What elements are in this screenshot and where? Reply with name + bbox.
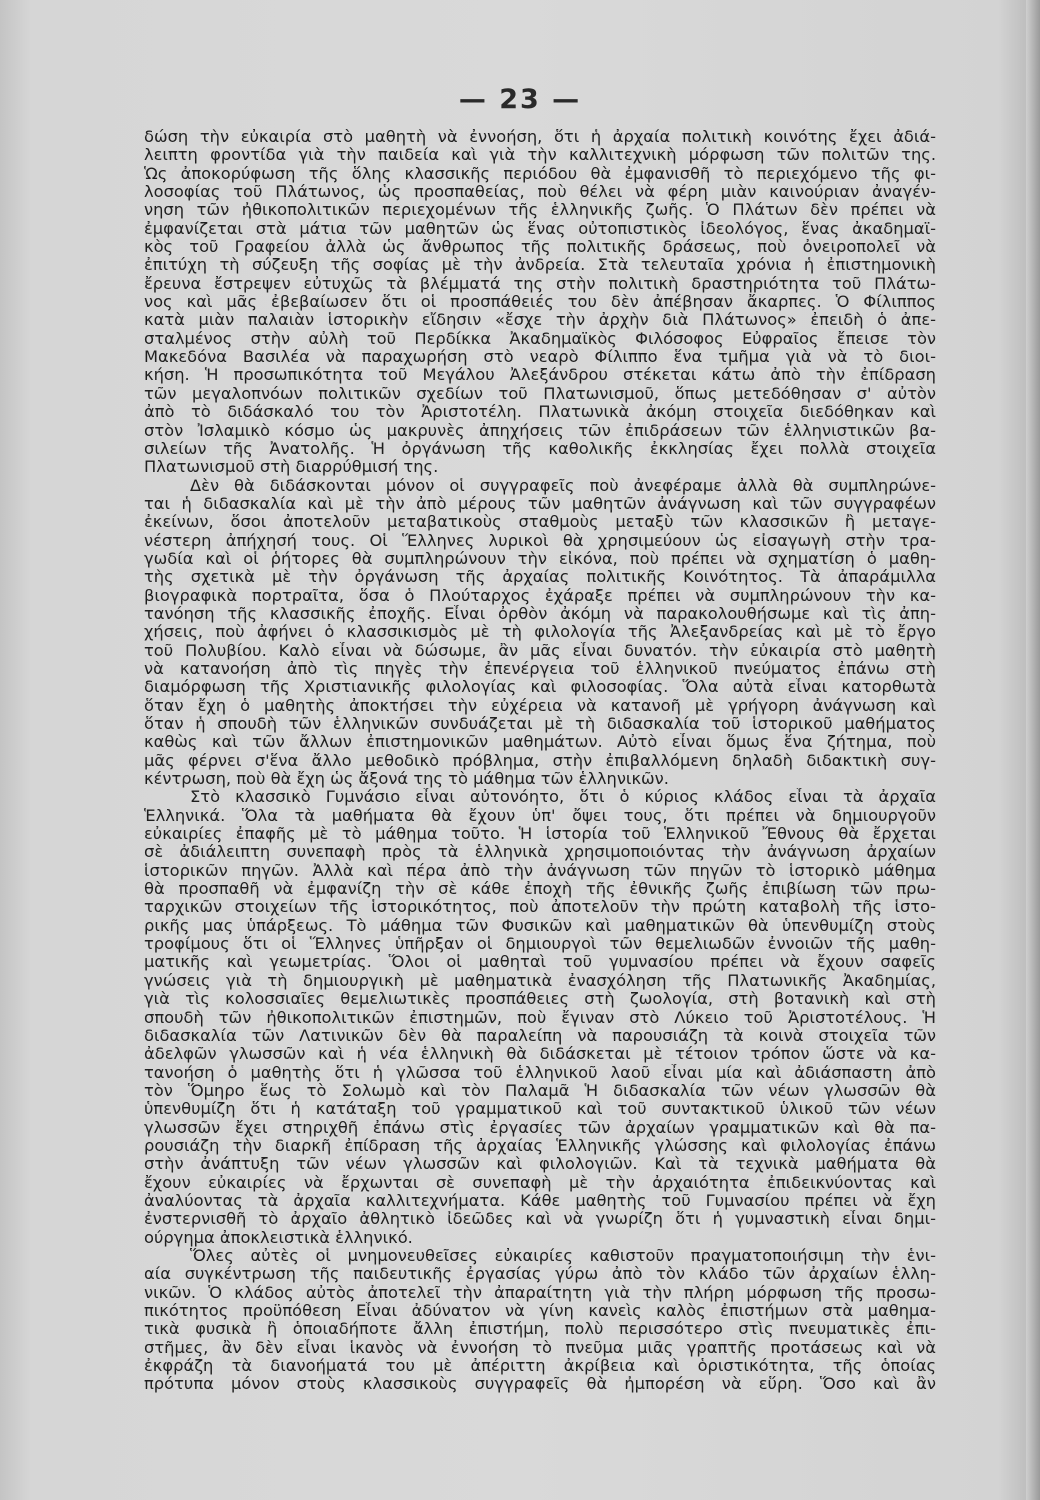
text-line: εὐκαιρίες ἐπαφῆς μὲ τὸ μάθημα τοῦτο. Ἡ ἱστορία τοῦ Ἑλληνικοῦ Ἔθνους θὰ ἔρχεται xyxy=(144,825,936,844)
text-line: νέστερη ἀπήχησή τους. Οἱ Ἕλληνες λυρικοὶ θὰ χρησιμεύουν ὡς εἰσαγωγὴ στὴν τρα- xyxy=(144,531,936,550)
text-line: τανοήση ὁ μαθητὴς ὅτι ἡ γλῶσσα τοῦ ἑλληνικοῦ λαοῦ εἶναι μία καὶ ἀδιάσπαστη ἀπὸ xyxy=(144,1063,936,1082)
text-line: χήσεις, ποὺ ἀφήνει ὁ κλασσικισμὸς μὲ τὴ φιλολογία τῆς Ἀλεξανδρείας καὶ μὲ τὸ ἔργο xyxy=(144,623,936,642)
text-line: γιὰ τὶς κολοσσιαῖες θεμελιωτικὲς προσπάθειες στὴ ζωολογία, στὴ βοτανικὴ καὶ στὴ xyxy=(144,990,936,1009)
text-line: σιλείων τῆς Ἀνατολῆς. Ἡ ὀργάνωση τῆς καθολικῆς ἐκκλησίας ἔχει πολλὰ στοιχεῖα xyxy=(144,439,936,458)
text-line: ούργημα ἀποκλειστικὰ ἑλληνικό. xyxy=(144,1228,413,1247)
paragraph xyxy=(144,477,936,789)
text-line: ἐπιτύχη τὴ σύζευξη τῆς σοφίας μὲ τὴν ἀνδρεία. Στὰ τελευταῖα χρόνια ἡ ἐπιστημονικὴ xyxy=(144,256,936,275)
text-line: πικότητος προϋπόθεση Εἶναι ἀδύνατον νὰ γίνη κανεὶς καλὸς ἐπιστήμων στὰ μαθημα- xyxy=(144,1302,936,1320)
text-line: λοσοφίας τοῦ Πλάτωνος, ὡς προσπαθείας, ποὺ θέλει νὰ φέρη μιὰν καινούριαν ἀναγέν- xyxy=(144,183,936,202)
text-line: Πλατωνισμοῦ στὴ διαρρύθμισή της. xyxy=(144,458,439,477)
text-line: ρουσιάζη τὴν διαρκῆ ἐπίδραση τῆς ἀρχαίας Ἑλληνικῆς γλώσσης καὶ φιλολογίας ἐπάνω xyxy=(144,1136,936,1155)
text-line: σπουδὴ τῶν ἠθικοπολιτικῶν ἐπιστημῶν, ποὺ ἔγιναν στὸ Λύκειο τοῦ Ἀριστοτέλους. Ἡ xyxy=(144,1008,936,1027)
text-line: κήση. Ἡ προσωπικότητα τοῦ Μεγάλου Ἀλεξάνδρου στέκεται κάτω ἀπὸ τὴν ἐπίδραση xyxy=(144,366,936,385)
text-line: ἔχουν εὐκαιρίες νὰ ἔρχωνται σὲ συνεπαφὴ μὲ τὴν ἀρχαιότητα ἐπιδεικνύοντας καὶ xyxy=(144,1173,936,1192)
text-line: ἀναλύοντας τὰ ἀρχαῖα καλλιτεχνήματα. Κάθε μαθητὴς τοῦ Γυμνασίου πρέπει νὰ ἔχη xyxy=(144,1191,936,1210)
text-line: γλωσσῶν ἔχει στηριχθῆ ἐπάνω στὶς ἐργασίες τῶν ἀρχαίων γραμματικῶν καὶ θὰ πα- xyxy=(144,1118,936,1137)
text-line: στὴν ἀνάπτυξη τῶν νέων γλωσσῶν καὶ φιλολογιῶν. Καὶ τὰ τεχνικὰ μαθήματα θὰ xyxy=(144,1155,936,1174)
text-line: κὸς τοῦ Γραφείου ἀλλὰ ὡς ἄνθρωπος τῆς πολιτικῆς δράσεως, ποὺ ὀνειροπολεῖ νὰ xyxy=(144,238,936,257)
text-line: σὲ ἀδιάλειπτη συνεπαφὴ πρὸς τὰ ἑλληνικὰ χρησιμοποιόντας τὴν ἀνάγνωση ἀρχαίων xyxy=(144,843,936,862)
text-line: Στὸ κλασσικὸ Γυμνάσιο εἶναι αὐτονόητο, ὅτι ὁ κύριος κλάδος εἶναι τὰ ἀρχαῖα xyxy=(190,788,936,807)
text-line: Ὅλες αὐτὲς οἱ μνημονευθεῖσες εὐκαιρίες καθιστοῦν πραγματοποιήσιμη τὴν ἑνι- xyxy=(190,1246,936,1265)
text-line: καθὼς καὶ τῶν ἄλλων ἐπιστημονικῶν μαθημάτων. Αὐτὸ εἶναι ὅμως ἕνα ζήτημα, ποὺ xyxy=(144,733,936,752)
text-line: ὅταν ἡ σπουδὴ τῶν ἑλληνικῶν συνδυάζεται μὲ τὴ διδασκαλία τοῦ ἱστορικοῦ μαθήματος xyxy=(144,715,936,733)
text-line: λειπτη φροντίδα γιὰ τὴν παιδεία καὶ γιὰ τὴν καλλιτεχνικὴ μόρφωση τῶν πολιτῶν της. xyxy=(144,146,936,165)
page-number: — 23 — xyxy=(458,84,582,115)
text-line: ἐκείνων, ὅσοι ἀποτελοῦν μεταβατικοὺς σταθμοὺς μεταξὺ τῶν κλασσικῶν ἢ μεταγε- xyxy=(144,513,936,532)
text-line: νηση τῶν ἠθικοπολιτικῶν περιεχομένων τῆς ἑλληνικῆς ζωῆς. Ὁ Πλάτων δὲν πρέπει νὰ xyxy=(144,201,936,220)
text-line: τροφίμους ὅτι οἱ Ἕλληνες ὑπῆρξαν οἱ δημιουργοὶ τῶν θεμελιωδῶν ἐννοιῶν τῆς μαθη- xyxy=(144,935,936,954)
text-line: διαμόρφωση τῆς Χριστιανικῆς φιλολογίας καὶ φιλοσοφίας. Ὅλα αὐτὰ εἶναι κατορθωτὰ xyxy=(144,678,936,697)
text-line: ἀπὸ τὸ διδάσκαλό του τὸν Ἀριστοτέλη. Πλατωνικὰ ἀκόμη στοιχεῖα διεδόθηκαν καὶ xyxy=(144,403,936,422)
text-line: θὰ προσπαθῆ νὰ ἐμφανίζη τὴν σὲ κάθε ἐποχὴ τῆς ἐθνικῆς ζωῆς ἐπιβίωση τῶν πρω- xyxy=(144,880,936,899)
text-line: ταρχικῶν στοιχείων τῆς ἱστορικότητος, ποὺ ἀποτελοῦν τὴν πρώτη καταβολὴ τῆς ἱστο- xyxy=(144,898,936,917)
text-line: ρικῆς μας ὑπάρξεως. Τὸ μάθημα τῶν Φυσικῶν καὶ μαθηματικῶν θὰ ὑπενθυμίζη στοὺς xyxy=(144,916,936,935)
text-line: πρότυπα μόνον στοὺς κλασσικοὺς συγγραφεῖς θὰ ἠμπορέση νὰ εὕρη. Ὅσο καὶ ἂν xyxy=(144,1375,936,1394)
text-line: μᾶς φέρνει σ'ἕνα ἄλλο μεθοδικὸ πρόβλημα, στὴν ἐπιβαλλόμενη δηλαδὴ διδακτικὴ συγ- xyxy=(144,751,936,770)
text-line: στῆμες, ἂν δὲν εἶναι ἱκανὸς νὰ ἐννοήση τὸ πνεῦμα μιᾶς γραπτῆς προτάσεως καὶ νὰ xyxy=(144,1338,936,1357)
text-line: ἀδελφῶν γλωσσῶν καὶ ἡ νέα ἑλληνικὴ θὰ διδάσκεται μὲ τέτοιον τρόπον ὥστε νὰ κα- xyxy=(144,1045,936,1064)
text-line: νικῶν. Ὁ κλάδος αὐτὸς ἀποτελεῖ τὴν ἀπαραίτητη γιὰ τὴν πλήρη μόρφωση τῆς προσω- xyxy=(144,1283,936,1302)
text-line: κέντρωση, ποὺ θὰ ἔχη ὡς ἄξονά της τὸ μάθημα τῶν ἑλληνικῶν. xyxy=(144,770,669,789)
text-line: Ἑλληνικά. Ὅλα τὰ μαθήματα θὰ ἔχουν ὑπ' ὄψει τους, ὅτι πρέπει νὰ δημιουργοῦν xyxy=(144,806,936,825)
text-line: κατὰ μιὰν παλαιὰν ἱστορικὴν εἴδησιν «ἔσχε τὴν ἀρχὴν διὰ Πλάτωνος» ἐπειδὴ ὁ ἀπε- xyxy=(144,311,936,330)
text-line: τανόηση τῆς κλασσικῆς ἐποχῆς. Εἶναι ὀρθὸν ἀκόμη νὰ παρακολουθήσωμε καὶ τὶς ἀπη- xyxy=(144,604,936,623)
text-line: ὑπενθυμίζη ὅτι ἡ κατάταξη τοῦ γραμματικοῦ καὶ τοῦ συντακτικοῦ ὑλικοῦ τῶν νέων xyxy=(144,1100,936,1119)
text-line: τικὰ φυσικὰ ἢ ὁποιαδήποτε ἄλλη ἐπιστήμη, πολὺ περισσότερο στὶς πνευματικὲς ἐπι- xyxy=(144,1320,936,1339)
text-line: νος καὶ μᾶς ἐβεβαίωσεν ὅτι οἱ προσπάθειές του δὲν ἀπέβησαν ἄκαρπες. Ὁ Φίλιππος xyxy=(144,293,936,312)
text-line: στὸν Ἰσλαμικὸ κόσμο ὡς μακρυνὲς ἀπηχήσεις τῶν ἐπιδράσεων τῶν ἑλληνιστικῶν βα- xyxy=(144,421,936,440)
body-text xyxy=(144,128,936,1394)
text-line: Ὡς ἀποκορύφωση τῆς ὅλης κλασσικῆς περιόδου θὰ ἐμφανισθῆ τὸ περιεχόμενο τῆς φι- xyxy=(144,164,936,183)
text-line: τὸν Ὅμηρο ἕως τὸ Σολωμὸ καὶ τὸν Παλαμᾶ Ἡ διδασκαλία τῶν νέων γλωσσῶν θὰ xyxy=(144,1081,936,1100)
text-line: τοῦ Πολυβίου. Καλὸ εἶναι νὰ δώσωμε, ἂν μᾶς εἶναι δυνατόν. τὴν εὐκαιρία στὸ μαθητὴ xyxy=(144,641,936,660)
text-line: δώση τὴν εὐκαιρία στὸ μαθητὴ νὰ ἐννοήση, ὅτι ἡ ἀρχαία πολιτικὴ κοινότης ἔχει ἀδιά- xyxy=(144,128,936,146)
text-line: ἱστορικῶν πηγῶν. Ἀλλὰ καὶ πέρα ἀπὸ τὴν ἀνάγνωση τῶν πηγῶν τὸ ἱστορικὸ μάθημα xyxy=(144,861,936,880)
text-line: ὅταν ἔχη ὁ μαθητὴς ἀποκτήσει τὴν εὐχέρεια νὰ κατανοῆ μὲ γρήγορη ἀνάγνωση καὶ xyxy=(144,696,936,715)
page-edge-shadow xyxy=(1026,0,1040,1500)
text-line: Μακεδόνα Βασιλέα νὰ παραχωρήση στὸ νεαρὸ Φίλιππο ἕνα τμῆμα γιὰ νὰ τὸ διοι- xyxy=(144,348,936,367)
text-line: γωδία καὶ οἱ ῥήτορες θὰ συμπληρώνουν τὴν εἰκόνα, ποὺ πρέπει νὰ σχηματίση ὁ μαθη- xyxy=(144,549,936,568)
text-line: ἐκφράζη τὰ διανοήματά του μὲ ἀπέριττη ἀκρίβεια καὶ ὁριστικότητα, τῆς ὁποίας xyxy=(144,1357,936,1376)
paragraph xyxy=(144,788,936,1247)
text-line: ἐμφανίζεται στὰ μάτια τῶν μαθητῶν ὡς ἕνας οὐτοπιστικὸς ἰδεολόγος, ἕνας ἀκαδημαϊ- xyxy=(144,219,936,238)
text-line: αία συγκέντρωση τῆς παιδευτικῆς ἐργασίας γύρω ἀπὸ τὸν κλάδο τῶν ἀρχαίων ἑλλη- xyxy=(144,1265,936,1284)
text-line: τὴς σχετικὰ μὲ τὴν ὀργάνωση τῆς ἀρχαίας πολιτικῆς Κοινότητος. Τὰ ἀπαράμιλλα xyxy=(144,568,936,587)
text-line: νὰ κατανοήση ἀπὸ τὶς πηγὲς τὴν ἐπενέργεια τοῦ ἑλληνικοῦ πνεύματος ἐπάνω στὴ xyxy=(144,659,936,678)
text-line: γνώσεις γιὰ τὴ δημιουργικὴ μὲ μαθηματικὰ ἐνασχόληση τῆς Πλατωνικῆς Ἀκαδημίας, xyxy=(144,971,936,990)
text-line: ται ἡ διδασκαλία καὶ μὲ τὴν ἀπὸ μέρους τῶν μαθητῶν ἀνάγνωση καὶ τῶν συγγραφέων xyxy=(144,494,936,513)
text-line: ἐνστερνισθῆ τὸ ἀρχαῖο ἀθλητικὸ ἰδεῶδες καὶ νὰ γνωρίζη ὅτι ἡ γυμναστικὴ εἶναι δημι- xyxy=(144,1210,936,1229)
text-line: βιογραφικὰ πορτραῖτα, ὅσα ὁ Πλούταρχος ἐχάραξε πρέπει νὰ συμπληρώνουν τὴν κα- xyxy=(144,586,936,605)
text-line: ἔρευνα ἔστρεψεν εὐτυχῶς τὰ βλέμματά της στὴν πολιτικὴ δραστηριότητα τοῦ Πλάτω- xyxy=(144,274,936,293)
paragraph xyxy=(144,1247,936,1394)
text-line: διδασκαλία τῶν Λατινικῶν δὲν θὰ παραλείπη νὰ παρουσιάζη τὰ κοινὰ στοιχεῖα τῶν xyxy=(144,1026,936,1045)
text-line: τῶν μεγαλοπνόων πολιτικῶν σχεδίων τοῦ Πλατωνισμοῦ, ὅπως μετεδόθησαν σ' αὐτὸν xyxy=(144,384,936,403)
paragraph xyxy=(144,128,936,477)
text-line: σταλμένος στὴν αὐλὴ τοῦ Περδίκκα Ἀκαδημαϊκὸς Φιλόσοφος Εὐφραῖος ἔπεισε τὸν xyxy=(144,329,936,348)
text-line: Δὲν θὰ διδάσκονται μόνον οἱ συγγραφεῖς ποὺ ἀνεφέραμε ἀλλὰ θὰ συμπληρώνε- xyxy=(190,476,936,495)
text-line: ματικῆς καὶ γεωμετρίας. Ὅλοι οἱ μαθηταὶ τοῦ γυμνασίου πρέπει νὰ ἔχουν σαφεῖς xyxy=(144,953,936,972)
